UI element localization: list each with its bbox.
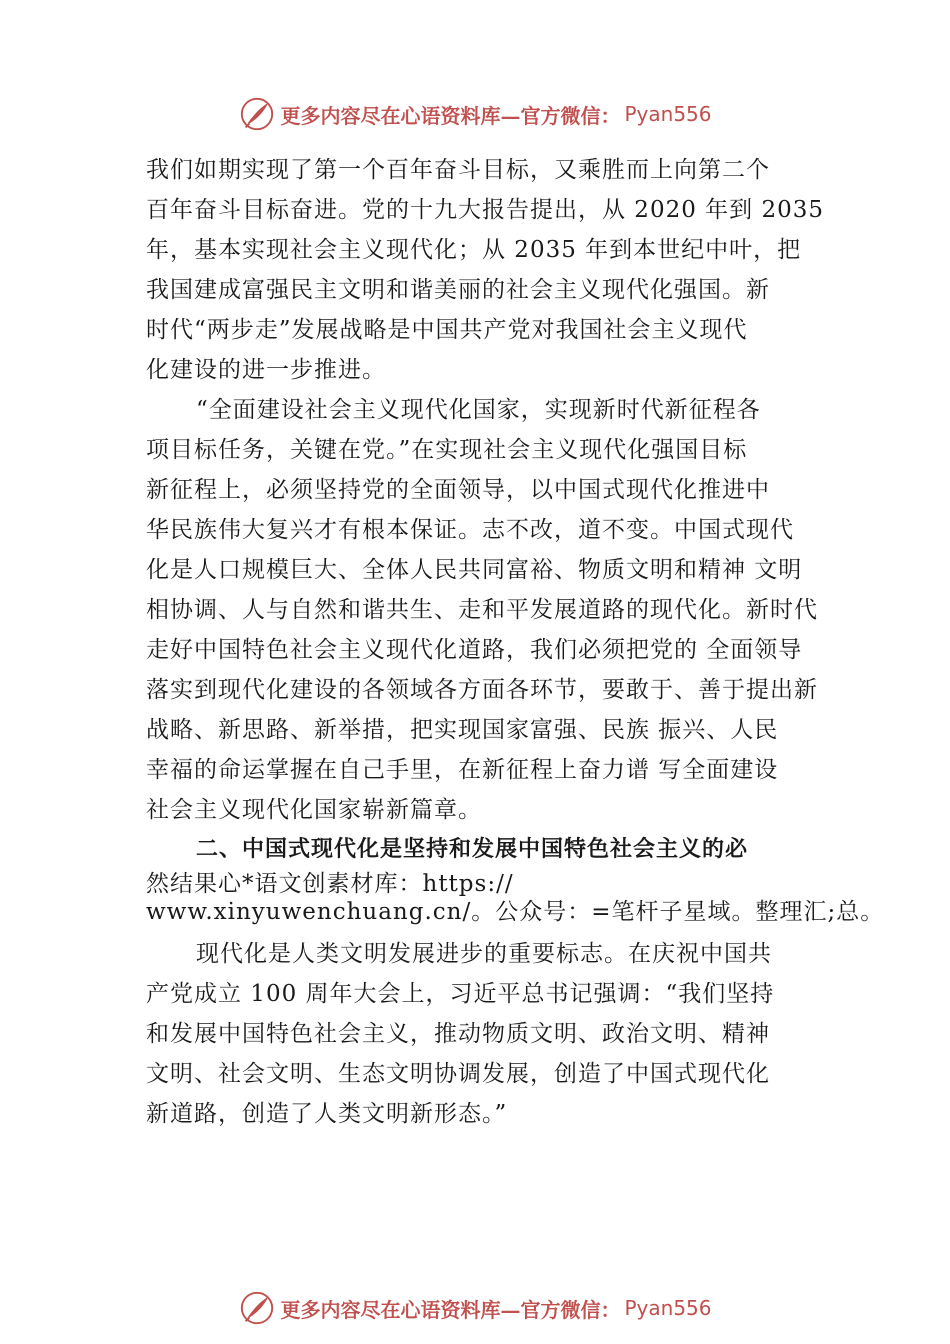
text-line: 我国建成富强民主文明和谐美丽的社会主义现代化强国。新 bbox=[146, 277, 770, 303]
paragraph-1 bbox=[146, 150, 866, 390]
text-line: 战略、新思路、新举措，把实现国家富强、民族 振兴、人民 bbox=[146, 717, 779, 743]
text-line: 我们如期实现了第一个百年奋斗目标，又乘胜而上向第二个 bbox=[146, 157, 770, 183]
paragraph-2 bbox=[146, 390, 866, 830]
text-line: 时代“两步走”发展战略是中国共产党对我国社会主义现代 bbox=[146, 317, 748, 343]
text-line: “全面建设社会主义现代化国家，实现新时代新征程各 bbox=[196, 397, 761, 423]
text-line: 年，基本实现社会主义现代化；从 2035 年到本世纪中叶，把 bbox=[146, 237, 802, 263]
text-line: 现代化是人类文明发展进步的重要标志。在庆祝中国共 bbox=[196, 941, 772, 967]
footer-brand bbox=[238, 1289, 711, 1327]
text-line: 百年奋斗目标奋进。党的十九大报告提出，从 2020 年到 2035 bbox=[146, 197, 824, 223]
text-line: 文明、社会文明、生态文明协调发展，创造了中国式现代化 bbox=[146, 1061, 770, 1087]
text-line: 和发展中国特色社会主义，推动物质文明、政治文明、精神 bbox=[146, 1021, 770, 1047]
paragraph-3 bbox=[146, 934, 866, 1134]
page-header bbox=[0, 94, 950, 134]
footer-brand-text: 更多内容尽在心语资料库—官方微信： bbox=[280, 1297, 621, 1322]
quill-pen-logo-icon bbox=[238, 1289, 276, 1327]
text-line: 新道路，创造了人类文明新形态。” bbox=[146, 1101, 508, 1127]
header-brand-id: Pyan556 bbox=[624, 102, 712, 126]
document-body bbox=[146, 150, 885, 1134]
heading-continuation: www.xinyuwenchuang.cn/。公众号：=笔杆子星域。整理汇;总。 bbox=[146, 899, 885, 925]
text-line: 项目标任务，关键在党。”在实现社会主义现代化强国目标 bbox=[146, 437, 748, 463]
text-line: 化是人口规模巨大、全体人民共同富裕、物质文明和精神 文明 bbox=[146, 557, 803, 583]
text-line: 华民族伟大复兴才有根本保证。志不改，道不变。中国式现代 bbox=[146, 517, 794, 543]
text-line: 社会主义现代化国家崭新篇章。 bbox=[146, 797, 482, 823]
text-line: 落实到现代化建设的各领域各方面各环节，要敢于、善于提出新 bbox=[146, 677, 818, 703]
text-line: 相协调、人与自然和谐共生、走和平发展道路的现代化。新时代 bbox=[146, 597, 818, 623]
text-line: 产党成立 100 周年大会上，习近平总书记强调：“我们坚持 bbox=[146, 981, 775, 1007]
text-line: 幸福的命运掌握在自己手里，在新征程上奋力谱 写全面建设 bbox=[146, 757, 779, 783]
quill-pen-logo-icon bbox=[238, 95, 276, 133]
page-footer bbox=[0, 1288, 950, 1328]
text-line: 走好中国特色社会主义现代化道路，我们必须把党的 全面领导 bbox=[146, 637, 803, 663]
heading-continuation: 然结果心*语文创素材库：https:// bbox=[146, 871, 514, 897]
header-brand bbox=[238, 95, 711, 133]
text-line: 新征程上，必须坚持党的全面领导，以中国式现代化推进中 bbox=[146, 477, 770, 503]
section-heading: 二、中国式现代化是坚持和发展中国特色社会主义的必 bbox=[196, 837, 749, 862]
footer-brand-id: Pyan556 bbox=[624, 1296, 712, 1320]
header-brand-text: 更多内容尽在心语资料库—官方微信： bbox=[280, 103, 621, 128]
text-line: 化建设的进一步推进。 bbox=[146, 357, 386, 383]
